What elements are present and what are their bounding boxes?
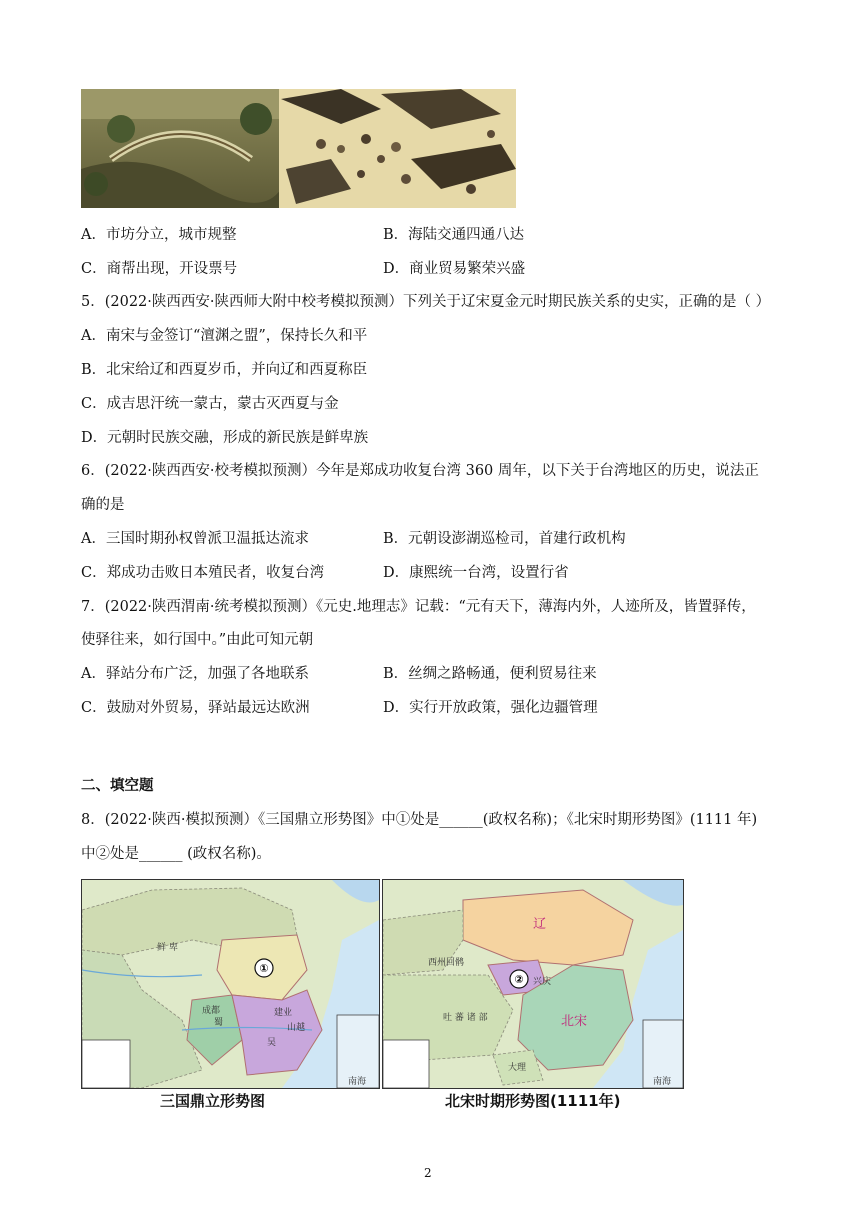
map-marker-2: ② — [514, 973, 524, 986]
label-chengdu: 成都 — [202, 1006, 221, 1016]
label-south-sea-left: 南海 — [348, 1077, 367, 1087]
q8-stem-line1: 8．(2022·陕西·模拟预测）《三国鼎立形势图》中①处是______(政权名称)；《北宋时期形势图》(1111 年) — [81, 812, 758, 828]
riverside-painting-image — [81, 89, 516, 208]
section-title: 二、填空题 — [81, 777, 154, 794]
q5-option-a: A．南宋与金签订“澶渊之盟”，保持长久和平 — [81, 328, 368, 344]
q4-option-b: B．海陆交通四通八达 — [383, 227, 525, 243]
q6-option-b: B．元朝设澎湖巡检司，首建行政机构 — [383, 531, 626, 547]
label-jianye: 建业 — [274, 1008, 293, 1018]
label-liao: 辽 — [533, 917, 547, 932]
q5-option-b: B．北宋给辽和西夏岁币，并向辽和西夏称臣 — [81, 362, 368, 378]
q7-stem-line2: 使驿往来，如行国中。”由此可知元朝 — [81, 632, 314, 648]
q8-stem-line2: 中②处是______ (政权名称)。 — [81, 846, 271, 862]
label-wu: 吴 — [267, 1038, 277, 1048]
painting-illustration — [81, 89, 516, 208]
q5-stem: 5．(2022·陕西西安·陕西师大附中校考模拟预测）下列关于辽宋夏金元时期民族关系的史实，正确的是（ ） — [81, 294, 771, 310]
label-shanyue: 山越 — [287, 1023, 306, 1033]
q5-option-c: C．成吉思汗统一蒙古，蒙古灭西夏与金 — [81, 396, 339, 412]
label-shu: 蜀 — [214, 1018, 224, 1028]
q6-stem-line2: 确的是 — [81, 497, 125, 513]
label-dali: 大理 — [508, 1063, 527, 1073]
q5-option-d: D．元朝时民族交融，形成的新民族是鲜卑族 — [81, 430, 369, 446]
q6-option-a: A．三国时期孙权曾派卫温抵达流求 — [81, 531, 309, 547]
label-xizhou: 西州回鹘 — [428, 958, 465, 968]
page-number: 2 — [424, 1166, 432, 1180]
label-xianbei: 鲜 卑 — [157, 943, 178, 953]
label-xingqing: 兴庆 — [533, 977, 552, 987]
right-map-caption: 北宋时期形势图(1111年) — [445, 1092, 621, 1110]
q6-stem-line1: 6．(2022·陕西西安·校考模拟预测）今年是郑成功收复台湾 360 周年，以下关于台湾地区的历史，说法正 — [81, 463, 759, 479]
three-kingdoms-map — [81, 879, 380, 1089]
q7-option-c: C．鼓励对外贸易，驿站最远达欧洲 — [81, 700, 310, 716]
left-map-caption: 三国鼎立形势图 — [160, 1092, 266, 1110]
q4-option-a: A．市坊分立，城市规整 — [81, 227, 237, 243]
label-tubo: 吐 蕃 诸 部 — [443, 1013, 488, 1023]
q7-option-a: A．驿站分布广泛，加强了各地联系 — [81, 666, 309, 682]
q7-stem-line1: 7．(2022·陕西渭南·统考模拟预测）《元史.地理志》记载：“元有天下，薄海内外，人迹所及，皆置驿传， — [81, 599, 756, 615]
q4-option-d: D．商业贸易繁荣兴盛 — [383, 261, 526, 277]
map-marker-1: ① — [259, 962, 269, 975]
q7-option-d: D．实行开放政策，强化边疆管理 — [383, 700, 598, 716]
q7-option-b: B．丝绸之路畅通，便利贸易往来 — [383, 666, 597, 682]
northern-song-map — [382, 879, 684, 1089]
q6-option-c: C．郑成功击败日本殖民者，收复台湾 — [81, 565, 325, 581]
q6-option-d: D．康熙统一台湾，设置行省 — [383, 565, 569, 581]
label-south-sea-right: 南海 — [653, 1077, 672, 1087]
label-beisong: 北宋 — [561, 1014, 588, 1029]
q4-option-c: C．商帮出现，开设票号 — [81, 261, 238, 277]
